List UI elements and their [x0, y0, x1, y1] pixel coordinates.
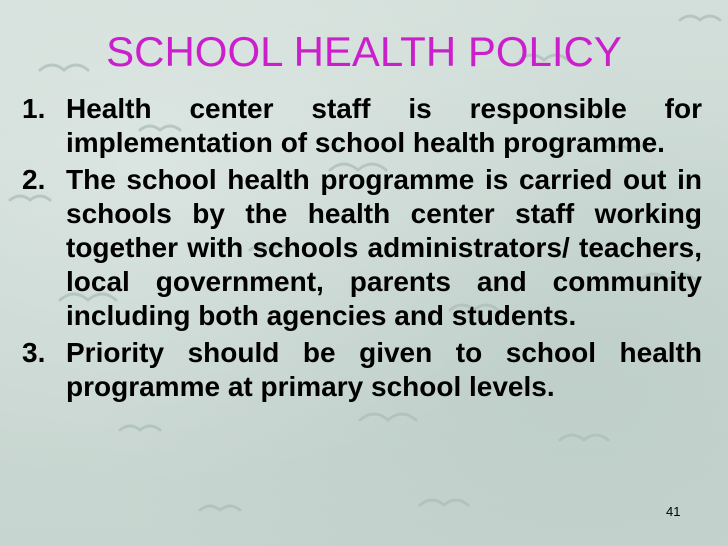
list-item-number: 3. — [22, 337, 46, 368]
list-item — [22, 92, 702, 160]
list-item-text: Priority should be given to school health programme at primary school levels. — [66, 337, 702, 402]
page-number: 41 — [666, 504, 681, 519]
list-item-text: The school health programme is carried out in schools by the health center staff working together with schools administrators/ teachers, local government, parents and community including both agencies and students. — [66, 164, 702, 331]
list-item — [22, 163, 702, 333]
list-item-number: 1. — [22, 93, 46, 124]
policy-list — [22, 92, 702, 407]
slide-title: SCHOOL HEALTH POLICY — [106, 28, 622, 75]
list-item-number: 2. — [22, 164, 46, 195]
list-item — [22, 336, 702, 404]
list-item-text: Health center staff is responsible for implementation of school health programme. — [66, 93, 702, 158]
